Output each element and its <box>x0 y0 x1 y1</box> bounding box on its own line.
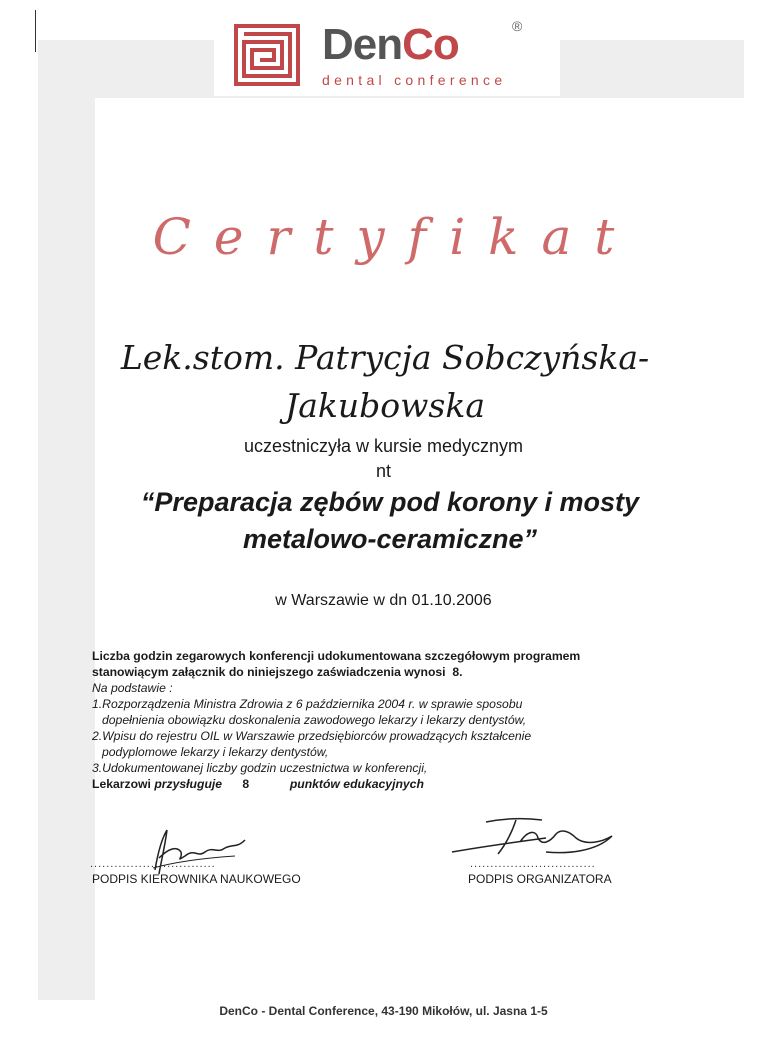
recipient-name <box>60 334 710 430</box>
hours-line2-text: stanowiącym załącznik do niniejszego zaświadczenia wynosi <box>92 665 446 679</box>
basis-item2b: podyplomowe lekarzy i lekarzy dentystów, <box>102 745 329 759</box>
points-verb: przysługuje <box>154 777 223 791</box>
points-value: 8 <box>242 777 250 791</box>
scan-edge-mark <box>35 10 36 52</box>
points-prefix: Lekarzowi <box>92 777 151 791</box>
brand-co: Co <box>402 20 459 69</box>
course-title-line1: “Preparacja zębów pod korony i mosty <box>140 487 640 517</box>
basis-item3: 3.Udokumentowanej liczby godzin uczestnictwa w konferencji, <box>92 761 428 775</box>
signature-right-label: PODPIS ORGANIZATORA <box>468 872 612 886</box>
basis-label: Na podstawie : <box>92 681 173 695</box>
course-title <box>70 484 710 558</box>
place-date: w Warszawie w dn 01.10.2006 <box>275 592 492 609</box>
points-line <box>92 776 692 792</box>
registered-mark: ® <box>512 18 523 34</box>
brand-den: Den <box>322 20 403 69</box>
recipient-name-line2: Jakubowska <box>285 386 485 425</box>
about-text: nt <box>375 461 391 481</box>
signature-right-line: ............................... <box>470 858 596 870</box>
hours-line2 <box>92 664 692 680</box>
basis-item2a: 2.Wpisu do rejestru OIL w Warszawie przedsiębiorców prowadzących kształcenie <box>92 729 532 743</box>
basis-item1a: 1.Rozporządzenia Ministra Zdrowia z 6 października 2004 r. w sprawie sposobu <box>92 697 523 711</box>
signature-left-line: ............................... <box>90 858 216 870</box>
certificate-title: Certyfikat <box>152 208 638 266</box>
details-section <box>92 648 692 792</box>
brand-tagline: dental conference <box>322 72 507 88</box>
points-suffix: punktów edukacyjnych <box>289 777 424 791</box>
basis-item1b: dopełnienia obowiązku doskonalenia zawodowego lekarzy i lekarzy dentystów, <box>102 713 527 727</box>
brand-name <box>322 22 459 68</box>
signature-left-label: PODPIS KIEROWNIKA NAUKOWEGO <box>92 872 301 886</box>
hours-value: 8. <box>452 665 463 679</box>
participation-text: uczestniczyła w kursie medycznym <box>243 436 524 456</box>
hours-line1: Liczba godzin zegarowych konferencji udokumentowana szczegółowym programem <box>92 649 581 663</box>
course-title-line2: metalowo-ceramiczne” <box>242 524 538 554</box>
footer-address: DenCo - Dental Conference, 43-190 Mikołów, ul. Jasna 1-5 <box>219 1004 548 1018</box>
recipient-name-line1: Lek.stom. Patrycja Sobczyńska- <box>120 338 650 377</box>
signature-right <box>446 808 616 864</box>
labyrinth-square-icon <box>234 24 300 86</box>
